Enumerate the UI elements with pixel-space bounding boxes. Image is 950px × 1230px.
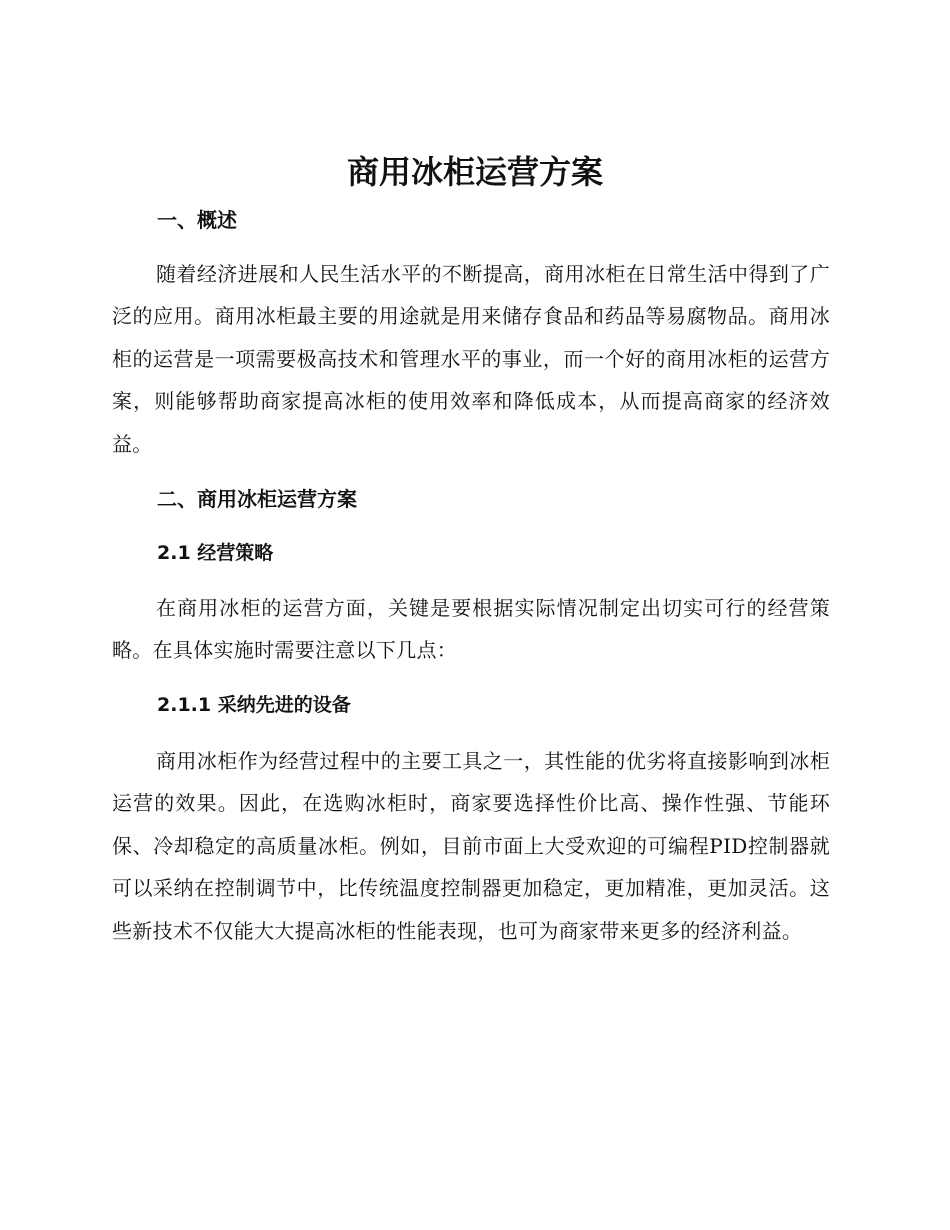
advanced-equipment-paragraph: 商用冰柜作为经营过程中的主要工具之一，其性能的优劣将直接影响到冰柜运营的效果。因此，在选购冰柜时，商家要选择性价比高、操作性强、节能环保、冷却稳定的高质量冰柜。例如，目前市面上大受欢迎的可编程PID控制器就可以采纳在控制调节中，比传统温度控制器更加稳定，更加精准，更加灵活。这些新技术不仅能大大提高冰柜的性能表现，也可为商家带来更多的经济利益。 <box>112 749 830 943</box>
subsection-heading-advanced-equipment: 2.1.1 采纳先进的设备 <box>157 694 351 716</box>
subsection-heading-business-strategy: 2.1 经营策略 <box>157 542 274 564</box>
section-heading-operation-plan: 二、商用冰柜运营方案 <box>157 487 357 511</box>
overview-paragraph: 随着经济进展和人民生活水平的不断提高，商用冰柜在日常生活中得到了广泛的应用。商用冰柜最主要的用途就是用来储存食品和药品等易腐物品。商用冰柜的运营是一项需要极高技术和管理水平的事业，而一个好的商用冰柜的运营方案，则能够帮助商家提高冰柜的使用效率和降低成本，从而提高商家的经济效益。 <box>112 262 830 456</box>
business-strategy-paragraph: 在商用冰柜的运营方面，关键是要根据实际情况制定出切实可行的经营策略。在具体实施时需要注意以下几点： <box>112 596 830 663</box>
section-heading-overview: 一、概述 <box>157 208 237 232</box>
document-title: 商用冰柜运营方案 <box>346 153 603 191</box>
